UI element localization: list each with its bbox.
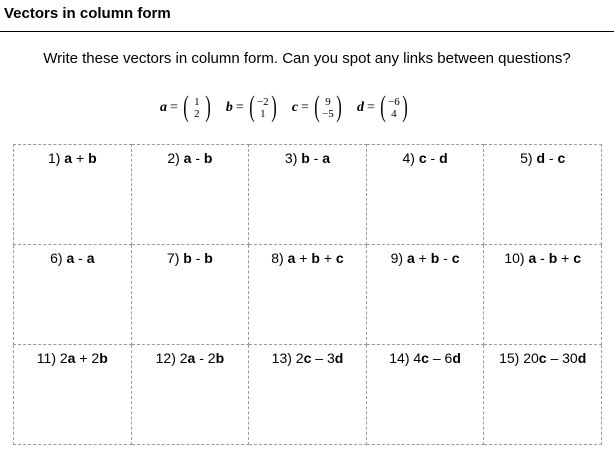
- question-vector-symbol: c: [421, 350, 429, 366]
- question-row: [14, 145, 602, 245]
- question-vector-symbol: b: [99, 350, 108, 366]
- question-text: -: [191, 250, 205, 266]
- equals-sign: =: [301, 100, 309, 115]
- question-text: - 2: [195, 350, 216, 366]
- question-text: -: [309, 150, 323, 166]
- instruction-text: Write these vectors in column form. Can you spot any links between questions?: [43, 50, 571, 67]
- question-text: 10): [504, 250, 529, 266]
- vector-c-definition: [291, 89, 344, 123]
- question-text: 14) 4: [389, 350, 422, 366]
- question-vector-symbol: c: [335, 250, 344, 266]
- question-text: -: [426, 150, 440, 166]
- question-text: 12) 2: [155, 350, 188, 366]
- question-text: 1): [47, 150, 65, 166]
- vector-top-component: −2: [256, 96, 269, 108]
- question-vector-symbol: a: [406, 250, 415, 266]
- question-vector-symbol: a: [287, 250, 296, 266]
- question-text: 13) 2: [271, 350, 304, 366]
- question-vector-symbol: c: [303, 350, 312, 366]
- vector-top-component: −6: [387, 96, 400, 108]
- question-text: 9): [390, 250, 407, 266]
- question-text: + 2: [75, 350, 100, 366]
- question-cell[interactable]: [249, 345, 367, 445]
- question-text: -: [439, 250, 452, 266]
- vector-name: b: [225, 100, 233, 115]
- question-row: [14, 245, 602, 345]
- question-cell[interactable]: [14, 145, 132, 245]
- vector-name: c: [291, 100, 299, 115]
- question-cell[interactable]: [131, 345, 249, 445]
- question-cell[interactable]: [366, 145, 484, 245]
- vector-bottom-component: 1: [260, 108, 266, 120]
- question-vector-symbol: b: [430, 250, 440, 266]
- question-text: +: [295, 250, 312, 266]
- right-paren: ): [336, 89, 342, 123]
- question-cell[interactable]: [484, 145, 602, 245]
- question-cell[interactable]: [14, 245, 132, 345]
- question-vector-symbol: b: [215, 350, 225, 366]
- question-text: -: [191, 150, 204, 166]
- question-vector-symbol: c: [557, 150, 566, 166]
- question-text: -: [74, 250, 87, 266]
- column-vector: [378, 89, 410, 123]
- question-vector-symbol: a: [86, 250, 95, 266]
- question-vector-symbol: d: [439, 150, 448, 166]
- left-paren: (: [314, 89, 320, 123]
- question-cell[interactable]: [249, 145, 367, 245]
- equals-sign: =: [366, 100, 375, 115]
- question-text: 8): [271, 250, 288, 266]
- question-vector-symbol: a: [187, 350, 196, 366]
- question-text: -: [545, 150, 558, 166]
- question-text: 6): [50, 250, 67, 266]
- vector-top-component: 1: [194, 96, 200, 108]
- question-vector-symbol: d: [577, 350, 587, 366]
- vector-top-component: 9: [325, 96, 331, 108]
- question-text: – 6: [428, 350, 453, 366]
- question-vector-symbol: b: [311, 250, 320, 266]
- question-vector-symbol: a: [66, 250, 75, 266]
- question-vector-symbol: d: [536, 150, 546, 166]
- column-vector: [247, 89, 279, 123]
- vector-bottom-component: 4: [391, 108, 397, 120]
- question-grid: [13, 144, 602, 445]
- question-cell[interactable]: [131, 145, 249, 245]
- question-vector-symbol: a: [183, 150, 192, 166]
- question-vector-symbol: a: [528, 250, 537, 266]
- question-text: 3): [284, 150, 302, 166]
- question-text: 15) 20: [499, 350, 539, 366]
- question-vector-symbol: a: [64, 150, 73, 166]
- question-vector-symbol: c: [573, 250, 582, 266]
- left-paren: (: [249, 89, 255, 123]
- question-vector-symbol: b: [203, 150, 213, 166]
- question-text: 2): [167, 150, 184, 166]
- vector-a-definition: [160, 89, 213, 123]
- question-vector-symbol: b: [301, 150, 310, 166]
- vector-name: d: [356, 100, 364, 115]
- question-cell[interactable]: [14, 345, 132, 445]
- question-row: [14, 345, 602, 445]
- question-text: 7): [166, 250, 184, 266]
- question-vector-symbol: b: [88, 150, 97, 166]
- question-vector-symbol: c: [451, 250, 460, 266]
- question-vector-symbol: b: [204, 250, 213, 266]
- question-cell[interactable]: [366, 345, 484, 445]
- question-text: +: [319, 250, 336, 266]
- question-text: +: [72, 150, 89, 166]
- question-cell[interactable]: [484, 245, 602, 345]
- question-text: 5): [520, 150, 537, 166]
- equals-sign: =: [235, 100, 244, 115]
- question-text: 11) 2: [36, 350, 68, 366]
- column-vector: [312, 89, 344, 123]
- question-text: +: [557, 250, 574, 266]
- question-text: – 30: [546, 350, 578, 366]
- question-vector-symbol: c: [538, 350, 547, 366]
- left-paren: (: [183, 89, 189, 123]
- right-paren: ): [402, 89, 408, 123]
- vector-definitions: [160, 88, 423, 128]
- question-vector-symbol: d: [334, 350, 344, 366]
- column-vector: [181, 89, 213, 123]
- equals-sign: =: [170, 100, 178, 115]
- question-vector-symbol: b: [183, 250, 192, 266]
- question-vector-symbol: a: [67, 350, 76, 366]
- question-vector-symbol: a: [322, 150, 331, 166]
- vector-bottom-component: 2: [194, 108, 200, 120]
- title-divider: [0, 31, 614, 32]
- question-vector-symbol: d: [452, 350, 461, 366]
- left-paren: (: [380, 89, 386, 123]
- question-cell[interactable]: [366, 245, 484, 345]
- question-text: 4): [402, 150, 419, 166]
- vector-b-definition: [225, 89, 279, 123]
- question-text: +: [414, 250, 431, 266]
- page-title: Vectors in column form: [4, 5, 171, 22]
- right-paren: ): [205, 89, 211, 123]
- question-cell[interactable]: [484, 345, 602, 445]
- question-vector-symbol: c: [418, 150, 427, 166]
- question-cell[interactable]: [249, 245, 367, 345]
- question-cell[interactable]: [131, 245, 249, 345]
- right-paren: ): [271, 89, 277, 123]
- question-text: -: [536, 250, 549, 266]
- question-text: – 3: [311, 350, 335, 366]
- vector-name: a: [160, 100, 167, 115]
- vector-bottom-component: −5: [322, 108, 334, 120]
- vector-d-definition: [356, 89, 410, 123]
- question-vector-symbol: b: [548, 250, 558, 266]
